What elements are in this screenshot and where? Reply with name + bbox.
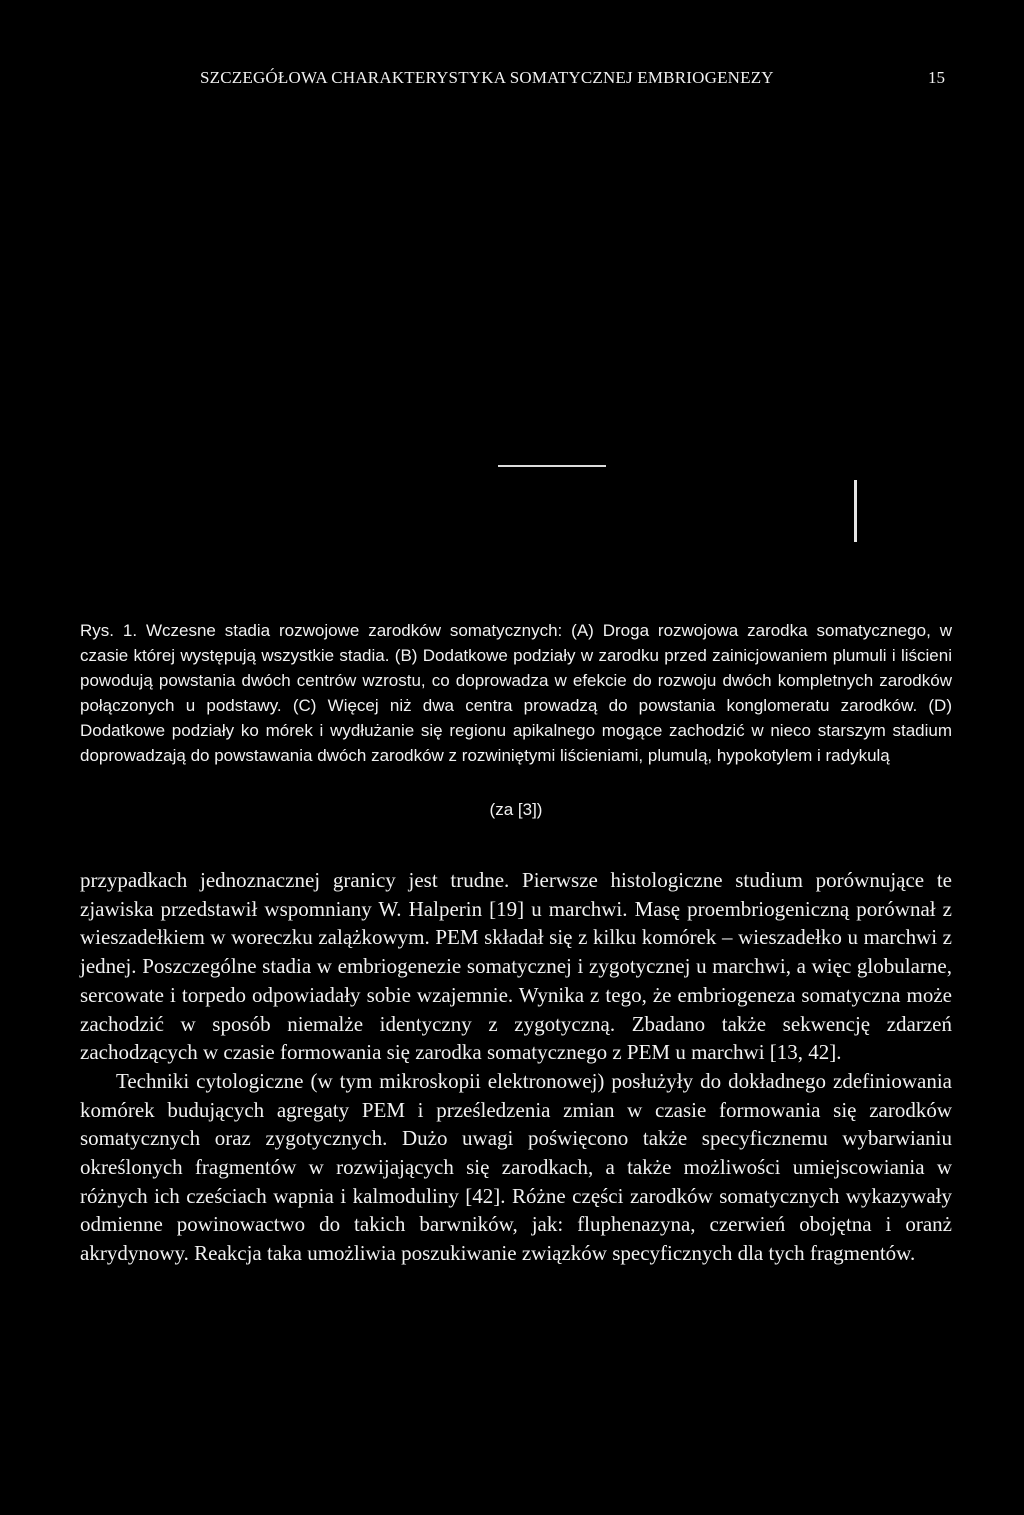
body-paragraph: przypadkach jednoznacznej granicy jest trudne. Pierwsze histologiczne studium porównujące te zjawiska przedstawił wspomniany W. Halperin [19] u marchwi. Masę proembriogeniczną porównał z wieszadełkiem w woreczku zalążkowym. PEM składał się z kilku komórek – wieszadełko u marchwi z jednej. Poszczególne stadia w embriogenezie somatycznej i zygotycznej u marchwi, a więc globularne, sercowate i torpedo odpowiadały sobie wzajemnie. Wynika z tego, że embriogeneza somatyczna może zachodzić w sposób niemalże identyczny z zygotyczną. Zbadano także sekwencję zdarzeń zachodzących w czasie formowania się zarodka somatycznego z PEM u marchwi [13, 42]. xyxy=(80,868,952,1065)
body-text xyxy=(80,866,952,1268)
figure-vertical-mark xyxy=(854,480,857,542)
figure-dash-mark xyxy=(498,465,606,467)
figure-caption-source: (za [3]) xyxy=(489,800,543,819)
figure-caption: Rys. 1. Wczesne stadia rozwojowe zarodków somatycznych: (A) Droga rozwojowa zarodka somatycznego, w czasie której występują wszystkie stadia. (B) Dodatkowe podziały w zarodku przed zainicjowaniem plumuli i liścieni powodują powstania dwóch centrów wzrostu, co doprowadza w efekcie do rozwoju dwóch kompletnych zarodków połączonych u podstawy. (C) Więcej niż dwa centra prowadzą do powstania konglomeratu zarodków. (D) Dodatkowe podziały ko mórek i wydłużanie się regionu apikalnego mogące zachodzić w nieco starszym stadium doprowadzają do powstawania dwóch zarodków z rozwiniętymi liścieniami, plumulą, hypokotylem i radykulą xyxy=(80,621,952,765)
body-paragraph: Techniki cytologiczne (w tym mikroskopii elektronowej) posłużyły do dokładnego zdefiniowania komórek budujących agregaty PEM i prześledzenia zmian w czasie formowania się zarodków somatycznych oraz zygotycznych. Dużo uwagi poświęcono także specyficznemu wybarwianiu określonych fragmentów w rozwijających się zarodkach, a także możliwości umiejscowiania w różnych ich cześciach wapnia i kalmoduliny [42]. Różne części zarodków somatycznych wykazywały odmienne powinowactwo do takich barwników, jak: fluphenazyna, czerwień obojętna i oranż akrydynowy. Reakcja taka umożliwia poszukiwanie związków specyficznych dla tych fragmentów. xyxy=(80,1068,952,1266)
figure-area xyxy=(80,100,952,610)
running-head: SZCZEGÓŁOWA CHARAKTERYSTYKA SOMATYCZNEJ EMBRIOGENEZY xyxy=(200,68,774,87)
page-number: 15 xyxy=(928,68,945,87)
